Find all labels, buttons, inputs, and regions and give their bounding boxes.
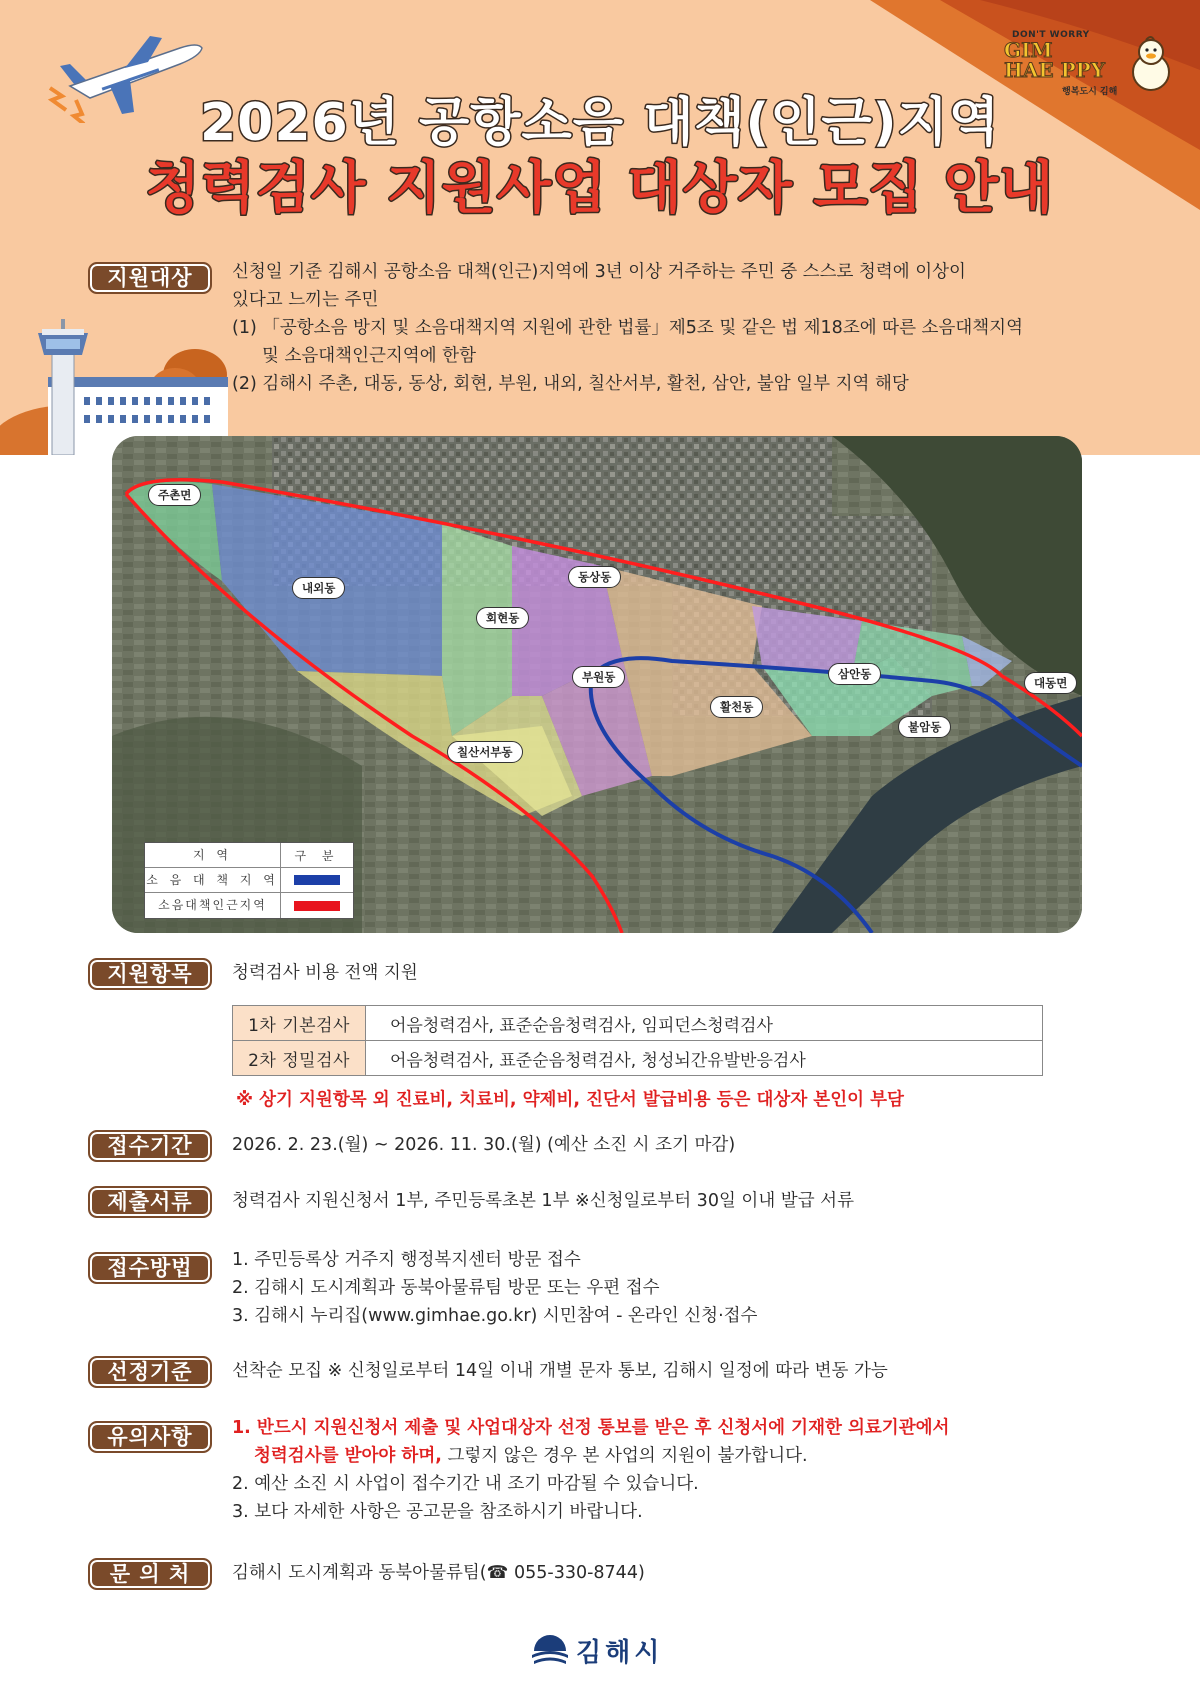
map-legend — [144, 842, 354, 919]
gimhae-city-logo — [530, 1630, 663, 1670]
legend-col-area: 지 역 — [145, 843, 281, 867]
logo-main-line2: HAE PPY — [1004, 58, 1105, 82]
map-tag-chilsanseobu: 칠산서부동 — [447, 741, 523, 763]
support-intro: 청력검사 비용 전액 지원 — [232, 963, 418, 983]
target-line3: (1) 「공항소음 방지 및 소음대책지역 지원에 관한 법률」제5조 및 같은 법 제18조에 따른 소음대책지역 — [232, 318, 1023, 338]
legend-nearby-zone-label: 소음대책인근지역 — [145, 893, 281, 918]
label-period: 접수기간 — [88, 1130, 212, 1162]
table-tests-cell: 어음청력검사, 표준순음청력검사, 임피던스청력검사 — [366, 1006, 1043, 1041]
map-tag-buwon: 부원동 — [572, 666, 625, 688]
table-stage-cell: 2차 정밀검사 — [233, 1041, 366, 1076]
title-line2: 청력검사 지원사업 대상자 모집 안내 — [145, 156, 1055, 221]
map-tag-hoehyeon: 회현동 — [476, 607, 529, 629]
label-contact: 문 의 처 — [88, 1558, 212, 1590]
support-note: ※ 상기 지원항목 외 진료비, 치료비, 약제비, 진단서 발급비용 등은 대상자 본인이 부담 — [236, 1090, 904, 1110]
map-tag-saman: 삼안동 — [828, 663, 881, 685]
contact-text: 김해시 도시계획과 동북아물류팀(☎ 055-330-8744) — [232, 1563, 645, 1583]
footer-city-name: 김해시 — [576, 1637, 664, 1668]
notice-line2-rest: 그렇지 않은 경우 본 사업의 지원이 불가합니다. — [441, 1446, 808, 1466]
target-line4: 및 소음대책인근지역에 한함 — [262, 346, 476, 366]
legend-blue-swatch — [294, 875, 340, 885]
map-tag-dongsang: 동상동 — [568, 566, 621, 588]
table-row — [233, 1041, 1043, 1076]
airport-building-illustration — [0, 315, 240, 455]
notice-line3: 2. 예산 소진 시 사업이 접수기간 내 조기 마감될 수 있습니다. — [232, 1474, 699, 1494]
table-tests-cell: 어음청력검사, 표준순음청력검사, 청성뇌간유발반응검사 — [366, 1041, 1043, 1076]
legend-row-nearby-zone — [145, 893, 353, 918]
label-method: 접수방법 — [88, 1252, 212, 1284]
gimhae-emblem-icon — [530, 1633, 570, 1667]
label-notice: 유의사항 — [88, 1421, 212, 1453]
map-tag-naeoe: 내외동 — [292, 577, 345, 599]
area-map — [112, 436, 1082, 933]
method-line3: 3. 김해시 누리집(www.gimhae.go.kr) 시민참여 - 온라인 신청·접수 — [232, 1306, 758, 1326]
legend-col-type: 구 분 — [294, 848, 340, 863]
label-target: 지원대상 — [88, 262, 212, 294]
target-line5: (2) 김해시 주촌, 대동, 동상, 회현, 부원, 내외, 칠산서부, 활천, 삼안, 불암 일부 지역 해당 — [232, 374, 909, 394]
target-line1: 신청일 기준 김해시 공항소음 대책(인근)지역에 3년 이상 거주하는 주민 중 스스로 청력에 이상이 — [232, 262, 966, 282]
method-line2: 2. 김해시 도시계획과 동북아물류팀 방문 또는 우편 접수 — [232, 1278, 660, 1298]
notice-line4: 3. 보다 자세한 사항은 공고문을 참조하시기 바랍니다. — [232, 1502, 643, 1522]
title-line1: 2026년 공항소음 대책(인근)지역 — [199, 93, 1001, 153]
method-line1: 1. 주민등록상 거주지 행정복지센터 방문 접수 — [232, 1250, 581, 1270]
legend-noise-zone-label: 소 음 대 책 지 역 — [145, 868, 281, 892]
table-row — [233, 1006, 1043, 1041]
map-tag-hwalcheon: 활천동 — [710, 696, 763, 718]
legend-red-swatch — [294, 901, 340, 911]
logo-tagline: DON'T WORRY — [1012, 30, 1090, 40]
target-line2: 있다고 느끼는 주민 — [232, 290, 379, 310]
logo-main-line1: GIM — [1004, 38, 1053, 62]
notice-line2 — [232, 1442, 949, 1470]
notice-line1: 1. 반드시 지원신청서 제출 및 사업대상자 선정 통보를 받은 후 신청서에 기재한 의료기관에서 — [232, 1418, 950, 1438]
label-support-items: 지원항목 — [88, 958, 212, 990]
label-criteria: 선정기준 — [88, 1356, 212, 1388]
documents-text: 청력검사 지원신청서 1부, 주민등록초본 1부 ※신청일로부터 30일 이내 발급 서류 — [232, 1191, 854, 1211]
target-description — [232, 258, 1023, 398]
legend-row-noise-zone — [145, 868, 353, 893]
label-documents: 제출서류 — [88, 1186, 212, 1218]
map-tag-buram: 불암동 — [898, 716, 951, 738]
map-tag-daedong: 대동면 — [1024, 672, 1077, 694]
criteria-text: 선착순 모집 ※ 신청일로부터 14일 이내 개별 문자 통보, 김해시 일정에 따라 변동 가능 — [232, 1361, 888, 1381]
support-items-table — [232, 1005, 1043, 1076]
table-stage-cell: 1차 기본검사 — [233, 1006, 366, 1041]
notice-list — [232, 1414, 949, 1526]
logo-main-text — [1004, 40, 1105, 80]
notice-line2-red: 청력검사를 받아야 하며, — [254, 1446, 442, 1466]
method-list — [232, 1246, 757, 1330]
map-tag-jucheon: 주촌면 — [148, 484, 201, 506]
period-text: 2026. 2. 23.(월) ~ 2026. 11. 30.(월) (예산 소진 시 조기 마감) — [232, 1135, 736, 1155]
logo-subtitle: 행복도시 김해 — [1062, 87, 1118, 97]
legend-header-row — [145, 843, 353, 868]
